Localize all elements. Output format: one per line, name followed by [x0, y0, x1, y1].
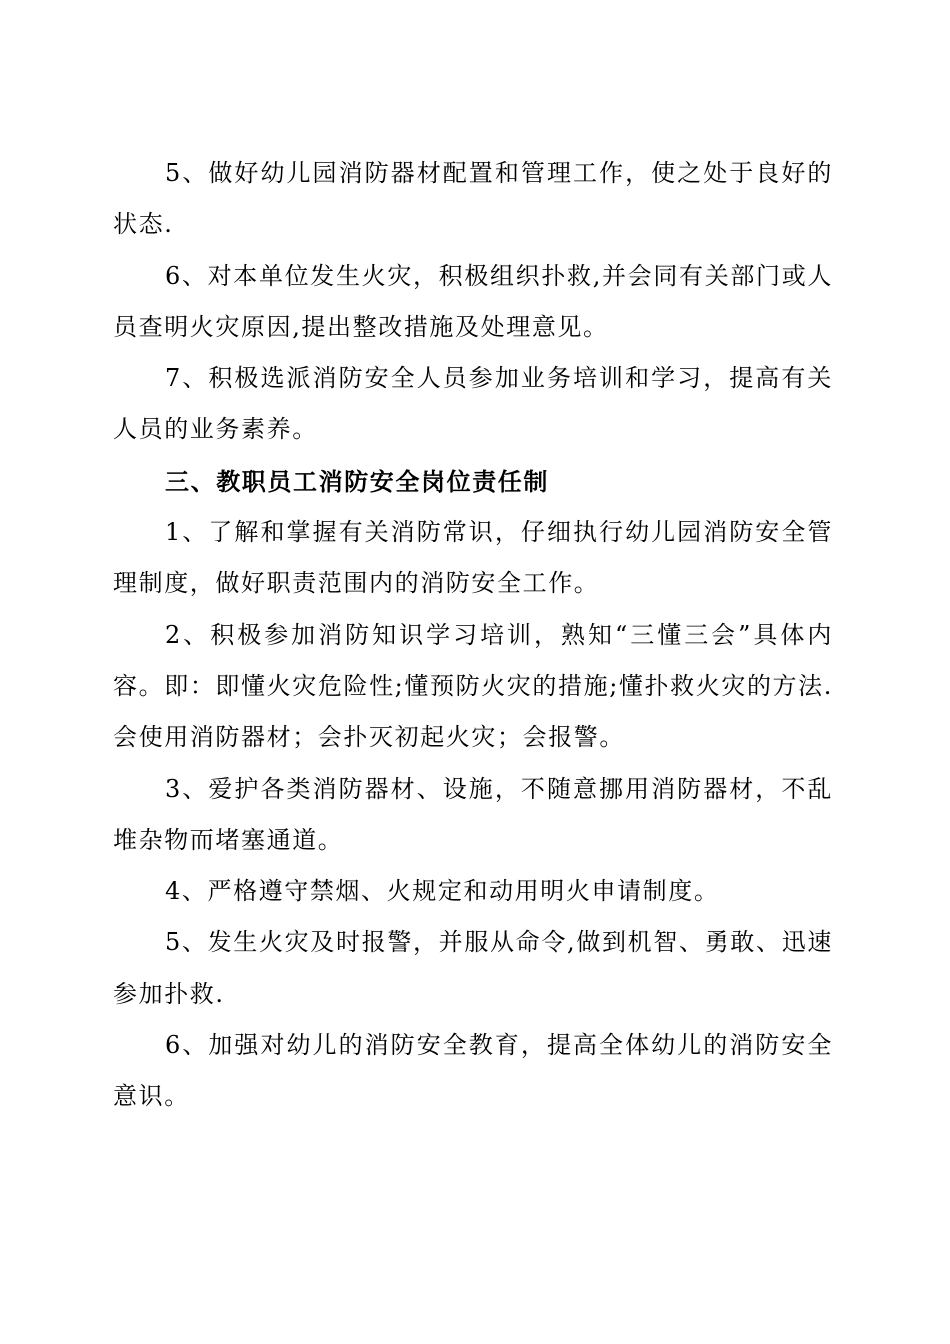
paragraph-staff-item-2: 2、积极参加消防知识学习培训，熟知“三懂三会”具体内容。即：即懂火灾危险性;懂预防火灾的措施;懂扑救火灾的方法.会使用消防器材；会扑灭初起火灾；会报警。 [113, 620, 833, 752]
paragraph-staff-item-1: 1、了解和掌握有关消防常识，仔细执行幼儿园消防安全管理制度，做好职责范围内的消防安全工作。 [113, 518, 833, 598]
paragraph-item-5-equipment: 5、做好幼儿园消防器材配置和管理工作，使之处于良好的状态. [113, 159, 833, 239]
paragraph-item-6-fire-response: 6、对本单位发生火灾，积极组织扑救,并会同有关部门或人员查明火灾原因,提出整改措施及处理意见。 [113, 261, 833, 341]
paragraph-staff-item-6: 6、加强对幼儿的消防安全教育，提高全体幼儿的消防安全意识。 [113, 1031, 833, 1111]
document-body [113, 148, 833, 1123]
paragraph-staff-item-3: 3、爱护各类消防器材、设施，不随意挪用消防器材，不乱堆杂物而堵塞通道。 [113, 774, 833, 854]
paragraph-staff-item-5: 5、发生火灾及时报警，并服从命令,做到机智、勇敢、迅速参加扑救. [113, 928, 833, 1008]
paragraph-item-7-training: 7、积极选派消防安全人员参加业务培训和学习，提高有关人员的业务素养。 [113, 364, 833, 444]
paragraph-staff-item-4: 4、严格遵守禁烟、火规定和动用明火申请制度。 [165, 877, 720, 906]
section-heading-staff-responsibility: 三、教职员工消防安全岗位责任制 [165, 466, 549, 496]
